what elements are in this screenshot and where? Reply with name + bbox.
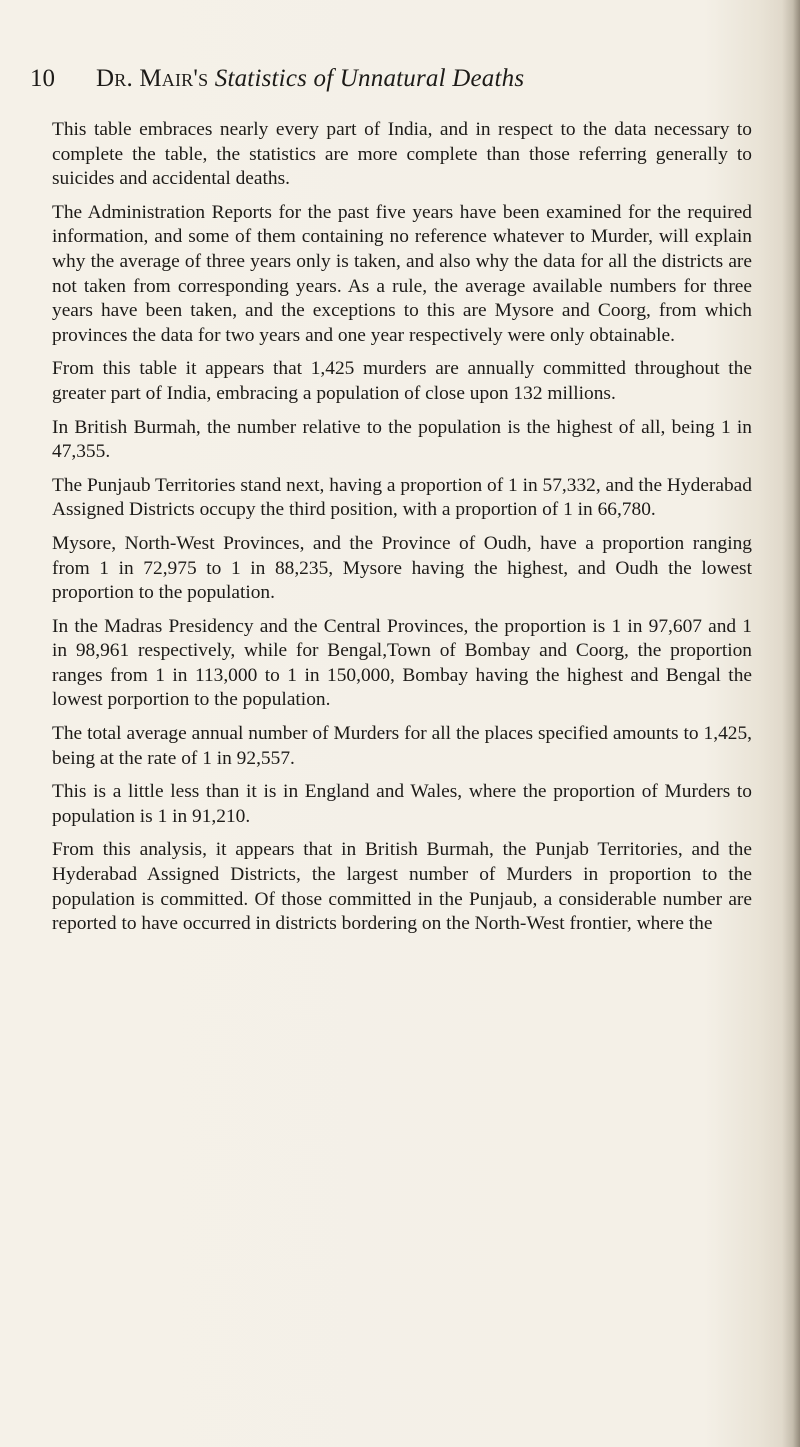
paragraph: The Punjaub Territories stand next, having a proportion of 1 in 57,332, and the Hyderabad Assigned Districts occupy the third position, with a proportion of 1 in 66,780.	[52, 474, 752, 521]
paragraph: The Administration Reports for the past five years have been examined for the required information, and some of them containing no reference whatever to Murder, will explain why the average of three years only is taken, and also why the data for all the districts are not taken from corresponding years. As a rule, the average available numbers for three years have been taken, and the exceptions to this are Mysore and Coorg, from which provinces the data for two years and one year respectively were only obtainable.	[52, 201, 752, 346]
paragraph: This table embraces nearly every part of India, and in respect to the data necessary to complete the table, the statistics are more complete than those referring generally to suicides and accidental deaths.	[52, 119, 752, 190]
running-title-author: Dr. Mair's	[96, 65, 209, 92]
running-title	[96, 63, 524, 95]
paragraph: In the Madras Presidency and the Central Provinces, the proportion is 1 in 97,607 and 1 in 98,961 respectively, while for Bengal,Town of Bombay and Coorg, the proportion ranges from 1 in 113,000 to 1 in 150,000, Bombay having the highest and Bengal the lowest porportion to the population.	[52, 615, 752, 711]
paragraph: From this table it appears that 1,425 murders are annually committed throughout the greater part of India, embracing a population of close upon 132 millions.	[52, 358, 752, 404]
paragraph: In British Burmah, the number relative to the population is the highest of all, being 1 in 47,355.	[52, 416, 752, 463]
running-title-italic: Statistics of Unnatural Deaths	[214, 65, 525, 92]
paragraph: Mysore, North-West Provinces, and the Province of Oudh, have a proportion ranging from 1 in 72,975 to 1 in 88,235, Mysore having the highest, and Oudh the lowest proportion to the population.	[52, 532, 752, 604]
paragraph: From this analysis, it appears that in British Burmah, the Punjab Territories, and the Hyderabad Assigned Districts, the largest number of Murders in proportion to the population is committed. Of those committed in the Punjaub, a considerable number are reported to have occurred in districts bordering on the North-West frontier, where the	[52, 839, 752, 935]
page-number: 10	[30, 65, 55, 92]
running-header	[30, 63, 730, 95]
body-text	[52, 118, 752, 946]
paragraph: The total average annual number of Murders for all the places specified amounts to 1,425, being at the rate of 1 in 92,557.	[52, 723, 752, 769]
page-edge-shadow	[782, 0, 800, 1447]
paragraph: This is a little less than it is in England and Wales, where the proportion of Murders to population is 1 in 91,210.	[52, 781, 752, 827]
